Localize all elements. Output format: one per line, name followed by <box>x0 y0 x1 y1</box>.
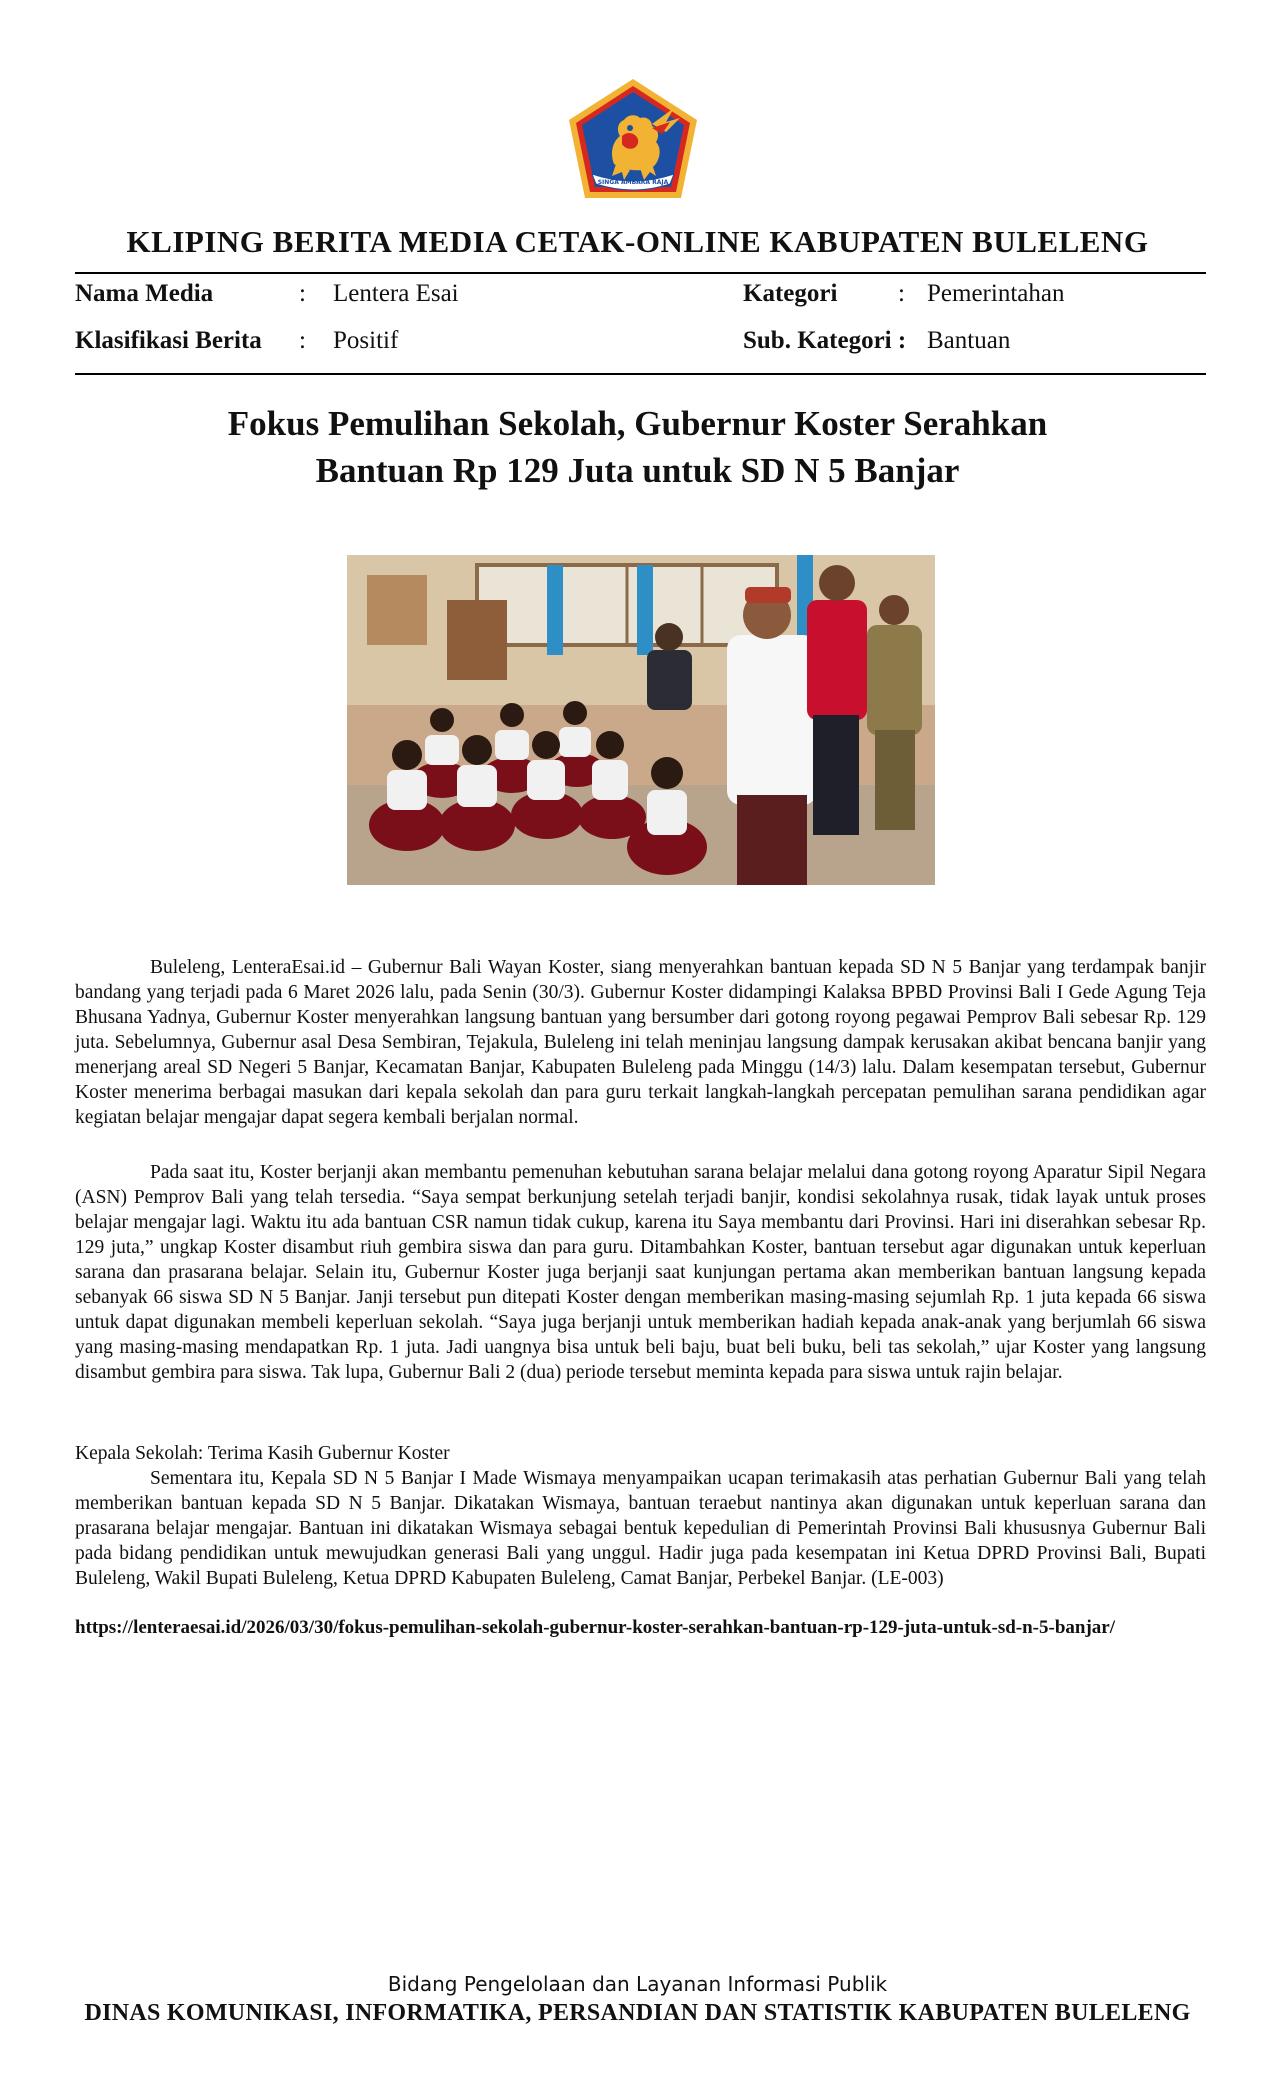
article-paragraph-3: Sementara itu, Kepala SD N 5 Banjar I Made Wismaya menyampaikan ucapan terimakasih atas perhatian Gubernur Bali yang telah memberikan bantuan kepada SD N 5 Banjar. Dikatakan Wismaya, bantuan teraebut nantinya akan digunakan untuk keperluan sarana dan prasarana belajar mengajar. Bantuan ini dikatakan Wismaya sebagai bentuk kepedulian di Pemerintah Provinsi Bali khususnya Gubernur Bali pada bidang pendidikan untuk mewujudkan generasi Bali yang unggul. Hadir juga pada kesempatan ini Ketua DPRD Provinsi Bali, Bupati Buleleng, Wakil Bupati Buleleng, Ketua DPRD Kabupaten Buleleng, Camat Banjar, Perbekel Banjar. (LE-003) <box>75 1468 1206 1589</box>
footer-agency: DINAS KOMUNIKASI, INFORMATIKA, PERSANDIAN DAN STATISTIK KABUPATEN BULELENG <box>84 2000 1191 2026</box>
nama-media-colon: : <box>299 280 306 307</box>
article-photo <box>347 555 935 885</box>
sub-kategori-value: Bantuan <box>927 327 1011 354</box>
kabupaten-buleleng-crest-icon <box>566 76 700 201</box>
kategori-value: Pemerintahan <box>927 280 1065 307</box>
article-title-line-2: Bantuan Rp 129 Juta untuk SD N 5 Banjar <box>315 451 960 490</box>
source-url-link[interactable]: https://lenteraesai.id/2026/03/30/fokus-pemulihan-sekolah-gubernur-koster-serahkan-bantuan-rp-129-juta-untuk-sd-n-5-banjar/ <box>75 1617 1115 1638</box>
header-bottom-rule <box>75 373 1206 375</box>
article-title <box>0 400 1275 494</box>
article-paragraph-2: Pada saat itu, Koster berjanji akan membantu pemenuhan kebutuhan sarana belajar melalui dana gotong royong Aparatur Sipil Negara (ASN) Pemprov Bali yang telah tersedia. “Saya sempat berkunjung setelah terjadi banjir, kondisi sekolahnya rusak, tidak layak untuk proses belajar mengajar lagi. Waktu itu ada bantuan CSR namun tidak cukup, karena itu Saya membantu dari Provinsi. Hari ini diserahkan sebesar Rp. 129 juta,” ungkap Koster disambut riuh gembira siswa dan para guru. Ditambahkan Koster, bantuan tersebut agar digunakan untuk keperluan sarana dan prasarana belajar. Selain itu, Gubernur Koster juga berjanji saat kunjungan pertama akan memberikan bantuan langsung kepada sebanyak 66 siswa SD N 5 Banjar. Janji tersebut pun ditepati Koster dengan memberikan masing-masing sejumlah Rp. 1 juta kepada 66 siswa untuk dapat digunakan membeli keperluan sekolah. “Saya juga berjanji untuk memberikan hadiah kepada anak-anak yang berjumlah 66 siswa yang masing-masing mendapatkan Rp. 1 juta. Jadi uangnya bisa untuk beli baju, buat beli buku, beli tas sekolah,” ujar Koster yang langsung disambut gembira para siswa. Tak lupa, Gubernur Bali 2 (dua) periode tersebut meminta kepada para siswa untuk rajin belajar. <box>75 1162 1206 1383</box>
klasifikasi-berita-value: Positif <box>333 327 399 354</box>
article-paragraph-2-block <box>75 1160 1206 1385</box>
kategori-colon: : <box>898 280 905 307</box>
article-subheading: Kepala Sekolah: Terima Kasih Gubernur Koster <box>75 1443 450 1464</box>
header-top-rule <box>75 272 1206 274</box>
article-paragraph-3-block <box>75 1466 1206 1591</box>
footer-department: Bidang Pengelolaan dan Layanan Informasi Publik <box>387 1972 888 1996</box>
klasifikasi-colon: : <box>299 327 306 354</box>
article-paragraph-1: Buleleng, LenteraEsai.id – Gubernur Bali Wayan Koster, siang menyerahkan bantuan kepada SD N 5 Banjar yang terdampak banjir bandang yang terjadi pada 6 Maret 2026 lalu, pada Senin (30/3). Gubernur Koster didampingi Kalaksa BPBD Provinsi Bali I Gede Agung Teja Bhusana Yadnya, Gubernur Koster menyerahkan langsung bantuan yang bersumber dari gotong royong pegawai Pemprov Bali sebesar Rp. 129 juta. Sebelumnya, Gubernur asal Desa Sembiran, Tejakula, Buleleng ini telah meninjau langsung dampak kerusakan akibat bencana banjir yang menerjang areal SD Negeri 5 Banjar, Kecamatan Banjar, Kabupaten Buleleng pada Minggu (14/3) lalu. Dalam kesempatan tersebut, Gubernur Koster menerima berbagai masukan dari kepala sekolah dan para guru terkait langkah-langkah percepatan pemulihan sarana pendidikan agar kegiatan belajar mengajar dapat segera kembali berjalan normal. <box>75 957 1206 1128</box>
nama-media-value: Lentera Esai <box>333 280 459 307</box>
nama-media-label: Nama Media <box>75 280 214 307</box>
article-paragraph-1-block <box>75 955 1206 1130</box>
sub-kategori-label: Sub. Kategori : <box>743 327 907 354</box>
klasifikasi-berita-label: Klasifikasi Berita <box>75 327 262 354</box>
article-title-line-1: Fokus Pemulihan Sekolah, Gubernur Koster Serahkan <box>227 404 1048 443</box>
crest-motto: SINGA AMBARA RAJA <box>597 179 669 186</box>
clipping-header-title: KLIPING BERITA MEDIA CETAK-ONLINE KABUPATEN BULELENG <box>126 224 1149 259</box>
kategori-label: Kategori <box>743 280 838 307</box>
